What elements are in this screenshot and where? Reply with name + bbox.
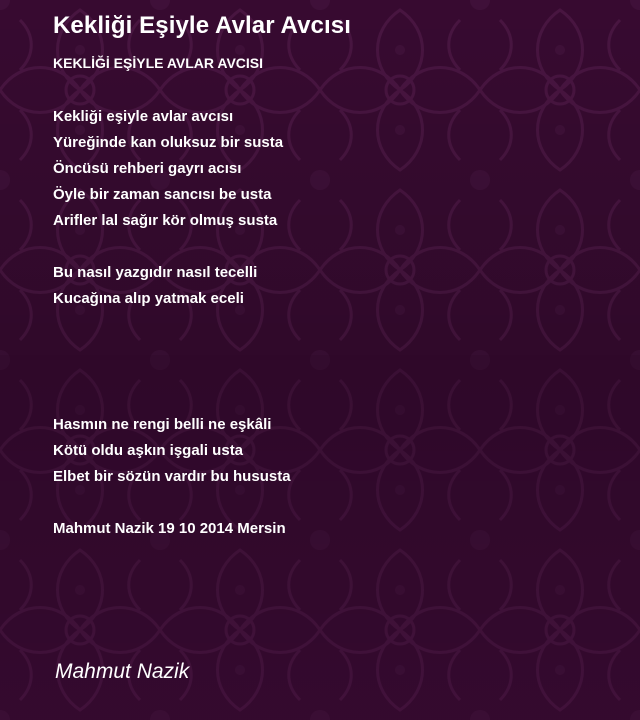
poem-line: Kekliği eşiyle avlar avcısı [53,108,234,125]
poem-line: Öyle bir zaman sancısı be usta [53,186,272,203]
author-name: Mahmut Nazik [55,660,190,683]
poem-line: Yüreğinde kan oluksuz bir susta [53,134,284,151]
poem-line: Elbet bir sözün vardır bu hususta [53,468,291,485]
poem-subtitle: KEKLİĞİ EŞİYLE AVLAR AVCISI [53,55,264,71]
poem-signature-line: Mahmut Nazik 19 10 2014 Mersin [53,520,286,537]
poem-line: Kötü oldu aşkın işgali usta [53,442,244,459]
poem-title: Kekliği Eşiyle Avlar Avcısı [53,12,351,39]
poem-line: Arifler lal sağır kör olmuş susta [53,212,278,229]
poem-line: Bu nasıl yazgıdır nasıl tecelli [53,264,258,281]
poem-line: Kucağına alıp yatmak eceli [53,290,244,307]
poem-line: Hasmın ne rengi belli ne eşkâli [53,416,272,433]
poem-line: Öncüsü rehberi gayrı acısı [53,160,242,177]
